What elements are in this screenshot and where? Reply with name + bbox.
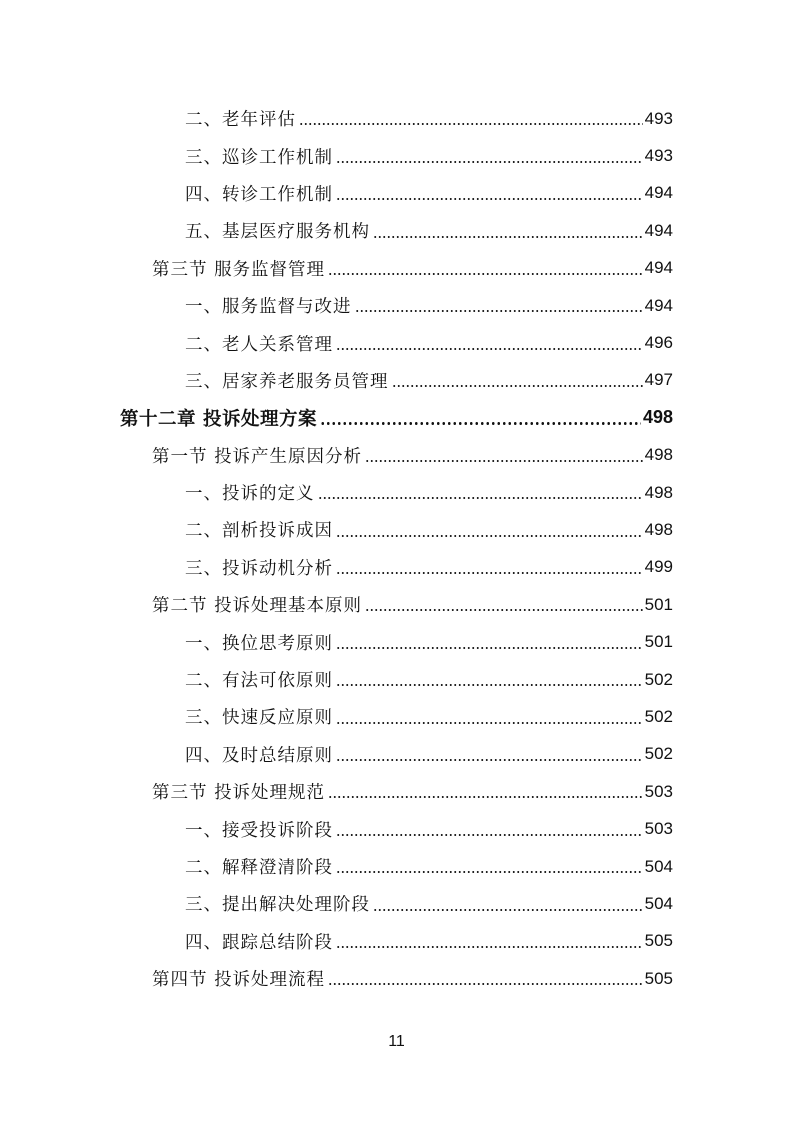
toc-entry-page-number: 493 <box>644 146 673 166</box>
toc-entry-title: 二、老年评估 <box>185 110 296 131</box>
toc-subsection-entry[interactable] <box>0 137 793 174</box>
toc-entry-page-number: 496 <box>644 333 673 353</box>
dot-leader <box>336 535 643 537</box>
toc-subsection-entry[interactable] <box>0 212 793 249</box>
toc-entry-title: 四、跟踪总结阶段 <box>185 932 333 953</box>
dot-leader <box>373 236 643 238</box>
toc-entry-page-number: 498 <box>642 407 673 428</box>
toc-chapter-entry[interactable] <box>0 399 793 436</box>
toc-subsection-entry[interactable] <box>0 175 793 212</box>
toc-subsection-entry[interactable] <box>0 661 793 698</box>
toc-entry-title: 第一节 投诉产生原因分析 <box>152 446 363 467</box>
toc-section-entry[interactable] <box>0 250 793 287</box>
toc-entry-title: 二、剖析投诉成因 <box>185 521 333 542</box>
toc-entry-page-number: 505 <box>644 931 673 951</box>
toc-entry-title: 一、服务监督与改进 <box>185 297 352 318</box>
toc-entry-title: 二、老人关系管理 <box>185 334 333 355</box>
toc-entry-title: 第三节 服务监督管理 <box>152 259 326 280</box>
toc-entry-page-number: 498 <box>644 482 673 502</box>
toc-subsection-entry[interactable] <box>0 511 793 548</box>
dot-leader <box>318 497 643 499</box>
toc-section-entry[interactable] <box>0 773 793 810</box>
dot-leader <box>336 871 643 873</box>
toc-entry-page-number: 502 <box>644 706 673 726</box>
toc-subsection-entry[interactable] <box>0 698 793 735</box>
dot-leader <box>355 310 643 312</box>
toc-entry-page-number: 497 <box>644 370 673 390</box>
dot-leader <box>365 460 643 462</box>
toc-entry-title: 三、居家养老服务员管理 <box>185 371 389 392</box>
toc-subsection-entry[interactable] <box>0 100 793 137</box>
toc-subsection-entry[interactable] <box>0 362 793 399</box>
toc-entry-page-number: 493 <box>644 108 673 128</box>
dot-leader <box>336 198 643 200</box>
dot-leader <box>328 983 643 985</box>
dot-leader <box>328 796 643 798</box>
toc-entry-page-number: 503 <box>644 781 673 801</box>
dot-leader <box>365 609 643 611</box>
dot-leader <box>373 909 643 911</box>
toc-entry-title: 第二节 投诉处理基本原则 <box>152 596 363 617</box>
toc-entry-page-number: 501 <box>644 632 673 652</box>
toc-entry-page-number: 504 <box>644 893 673 913</box>
dot-leader <box>336 348 643 350</box>
toc-entry-title: 第四节 投诉处理流程 <box>152 970 326 991</box>
dot-leader <box>336 684 643 686</box>
toc-entry-page-number: 494 <box>644 295 673 315</box>
toc-entry-title: 三、投诉动机分析 <box>185 558 333 579</box>
toc-entry-title: 一、换位思考原则 <box>185 633 333 654</box>
toc-entry-page-number: 505 <box>644 968 673 988</box>
toc-entry-page-number: 494 <box>644 183 673 203</box>
toc-subsection-entry[interactable] <box>0 736 793 773</box>
toc-entry-title: 二、有法可依原则 <box>185 671 333 692</box>
toc-entry-title: 三、提出解决处理阶段 <box>185 895 370 916</box>
dot-leader <box>336 722 643 724</box>
toc-section-entry[interactable] <box>0 960 793 997</box>
toc-entry-title: 一、投诉的定义 <box>185 484 315 505</box>
toc-entry-title: 一、接受投诉阶段 <box>185 820 333 841</box>
toc-entry-title: 二、解释澄清阶段 <box>185 858 333 878</box>
toc-section-entry[interactable] <box>0 437 793 474</box>
toc-entry-page-number: 498 <box>644 519 673 539</box>
dot-leader <box>320 422 641 425</box>
dot-leader <box>328 273 643 275</box>
toc-section-entry[interactable] <box>0 586 793 623</box>
toc-subsection-entry[interactable] <box>0 623 793 660</box>
toc-subsection-entry[interactable] <box>0 287 793 324</box>
toc-entry-page-number: 494 <box>644 220 673 240</box>
toc-entry-title: 三、快速反应原则 <box>185 708 333 729</box>
toc-entry-title: 四、及时总结原则 <box>185 745 333 766</box>
toc-subsection-entry[interactable] <box>0 549 793 586</box>
toc-entry-page-number: 502 <box>644 669 673 689</box>
toc-entry-title: 四、转诊工作机制 <box>185 184 333 205</box>
toc-entry-page-number: 502 <box>644 744 673 764</box>
dot-leader <box>336 946 643 948</box>
toc-entry-page-number: 503 <box>644 819 673 839</box>
toc-entry-title: 第三节 投诉处理规范 <box>152 783 326 804</box>
toc-subsection-entry[interactable] <box>0 474 793 511</box>
dot-leader <box>392 385 643 387</box>
table-of-contents <box>0 100 793 997</box>
page-number: 11 <box>388 1033 405 1050</box>
dot-leader <box>336 161 643 163</box>
toc-subsection-entry[interactable] <box>0 810 793 847</box>
toc-subsection-entry[interactable] <box>0 324 793 361</box>
toc-entry-page-number: 498 <box>644 445 673 465</box>
toc-subsection-entry[interactable] <box>0 848 793 885</box>
toc-entry-page-number: 504 <box>644 856 673 876</box>
toc-entry-page-number: 494 <box>644 258 673 278</box>
toc-subsection-entry[interactable] <box>0 885 793 922</box>
dot-leader <box>336 759 643 761</box>
toc-subsection-entry[interactable] <box>0 923 793 960</box>
toc-entry-page-number: 501 <box>644 594 673 614</box>
toc-entry-title: 五、基层医疗服务机构 <box>185 222 370 243</box>
toc-entry-title: 三、巡诊工作机制 <box>185 147 333 168</box>
toc-entry-title: 第十二章 投诉处理方案 <box>120 408 317 430</box>
dot-leader <box>299 123 643 125</box>
dot-leader <box>336 647 643 649</box>
toc-entry-page-number: 499 <box>644 557 673 577</box>
dot-leader <box>336 834 643 836</box>
dot-leader <box>336 572 643 574</box>
